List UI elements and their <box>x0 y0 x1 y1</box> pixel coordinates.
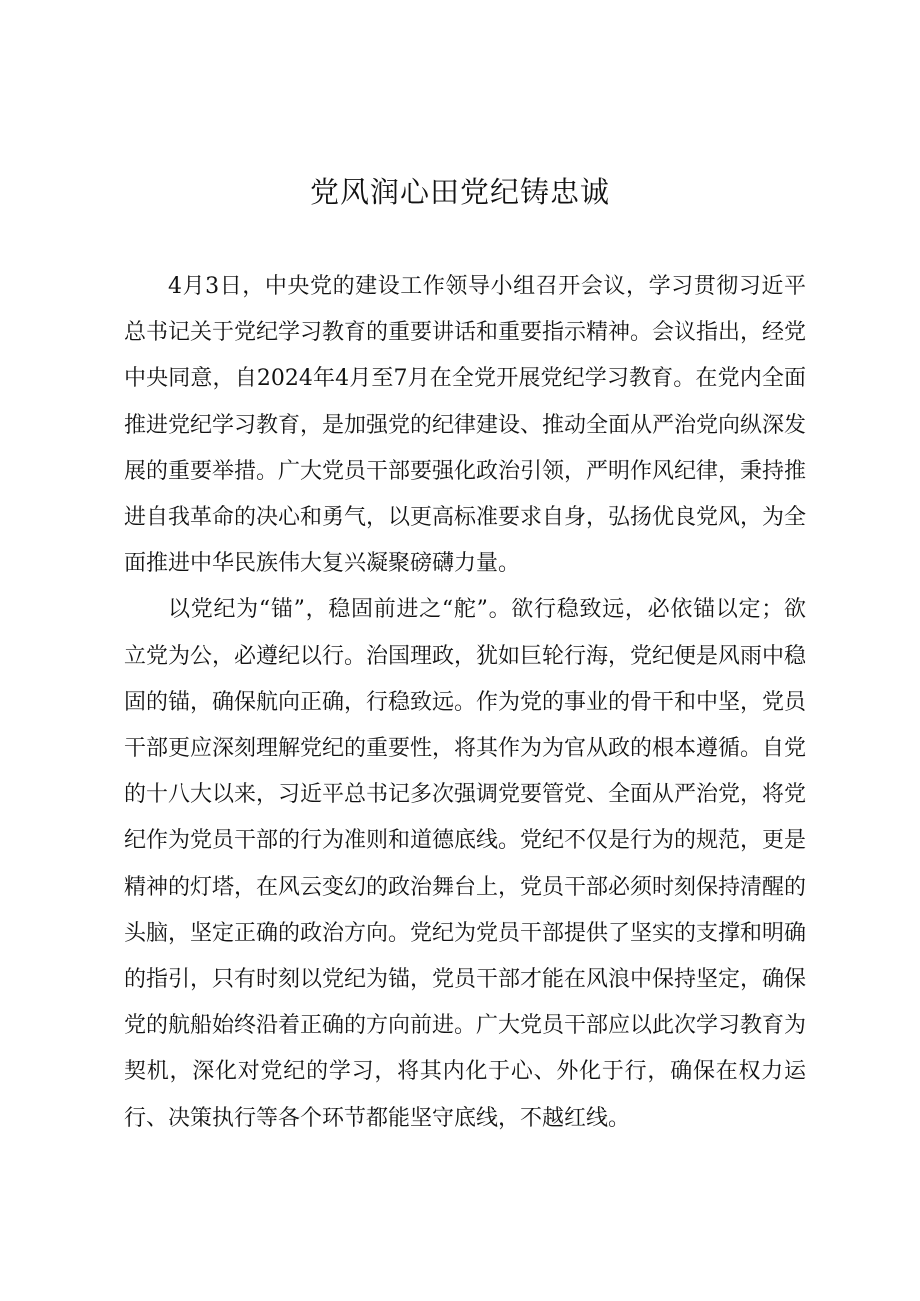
paragraph-anchor: 以党纪为“锚”，稳固前进之“舵”。欲行稳致远，必依锚以定；欲立党为公，必遵纪以行。治国理政，犹如巨轮行海，党纪便是风雨中稳固的锚，确保航向正确，行稳致远。作为党的事业的骨干和中坚，党员干部更应深刻理解党纪的重要性，将其作为为官从政的根本遵循。自党的十八大以来，习近平总书记多次强调党要管党、全面从严治党，将党纪作为党员干部的行为准则和道德底线。党纪不仅是行为的规范，更是精神的灯塔，在风云变幻的政治舞台上，党员干部必须时刻保持清醒的头脑，坚定正确的政治方向。党纪为党员干部提供了坚实的支撑和明确的指引，只有时刻以党纪为锚，党员干部才能在风浪中保持坚定，确保党的航船始终沿着正确的方向前进。广大党员干部应以此次学习教育为契机，深化对党纪的学习，将其内化于心、外化于行，确保在权力运行、决策执行等各个环节都能坚守底线，不越红线。 <box>124 597 807 1131</box>
document-body <box>124 264 806 1142</box>
paragraph-intro: 4月3日，中央党的建设工作领导小组召开会议，学习贯彻习近平总书记关于党纪学习教育的重要讲话和重要指示精神。会议指出，经党中央同意，自2024年4月至7月在全党开展党纪学习教育。在党内全面推进党纪学习教育，是加强党的纪律建设、推动全面从严治党向纵深发展的重要举措。广大党员干部要强化政治引领，严明作风纪律，秉持推进自我革命的决心和勇气，以更高标准要求自身，弘扬优良党风，为全面推进中华民族伟大复兴凝聚磅礴力量。 <box>124 274 807 577</box>
document-title: 党风润心田党纪铸忠诚 <box>309 175 610 209</box>
